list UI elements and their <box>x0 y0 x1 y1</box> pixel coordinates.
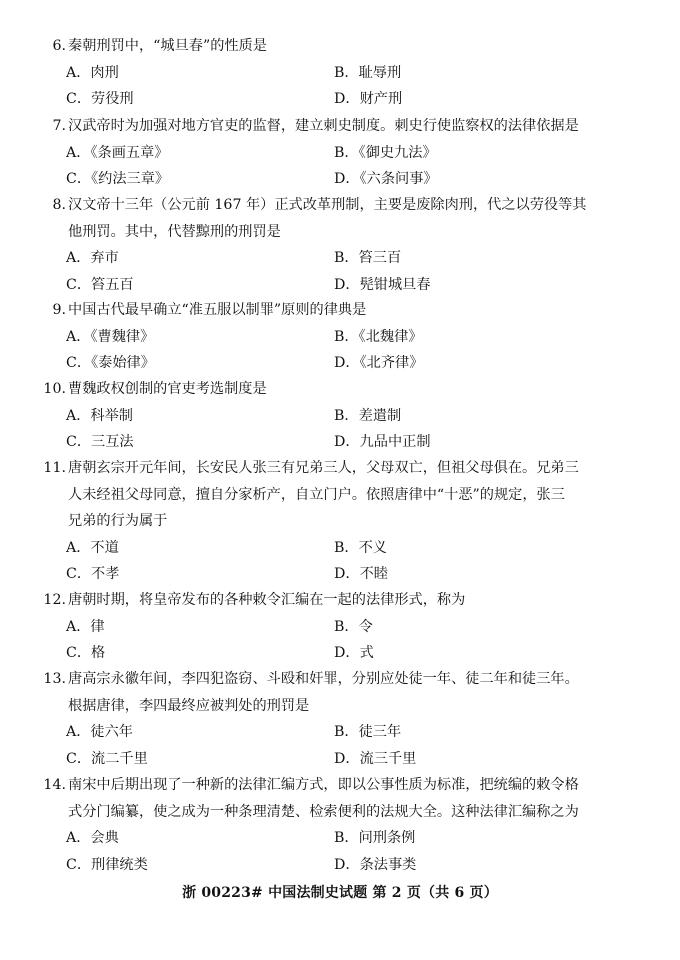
question-stem: 唐高宗永徽年间，李四犯盗窃、斗殴和奸罪，分别应处徒一年、徒二年和徒三年。 <box>68 671 579 687</box>
option-b: B．不义 <box>334 539 387 556</box>
option-a: A．弃市 <box>66 250 119 266</box>
option-a: A．律 <box>66 618 105 635</box>
option-d: D．《北齐律》 <box>334 355 424 371</box>
option-a: A．肉刑 <box>66 64 119 81</box>
option-c: C．格 <box>66 645 106 661</box>
option-c: C．笞五百 <box>66 276 134 293</box>
option-b: B．差遣制 <box>334 407 402 424</box>
option-c: C．流二千里 <box>66 750 148 767</box>
question-number: 11. <box>43 460 66 476</box>
option-b: B．《北魏律》 <box>334 328 423 345</box>
question-stem-continued: 人未经祖父母同意，擅自分家析产，自立门户。依照唐律中“十恶”的规定，张三 <box>68 486 565 503</box>
option-c: C．《泰始律》 <box>66 355 155 371</box>
question-11 <box>18 455 658 588</box>
question-14 <box>18 772 658 878</box>
question-stem: 秦朝刑罚中，“城旦春”的性质是 <box>68 38 267 54</box>
option-d: D．式 <box>334 645 374 661</box>
option-a: A．《条画五章》 <box>66 144 169 161</box>
question-8 <box>18 192 658 298</box>
question-13 <box>18 666 658 772</box>
question-6 <box>18 33 658 113</box>
question-stem-continued: 根据唐律，李四最终应被判处的刑罚是 <box>68 697 310 714</box>
option-a: A．会典 <box>66 830 119 846</box>
option-b: B．徒三年 <box>334 724 402 740</box>
question-9 <box>18 297 658 377</box>
question-stem: 汉文帝十三年（公元前 167 年）正式改革刑制，主要是废除肉刑，代之以劳役等其 <box>68 197 587 213</box>
question-stem: 南宋中后期出现了一种新的法律汇编方式，即以公事性质为标准，把统编的敕令格 <box>68 777 579 793</box>
question-number: 13. <box>43 671 66 687</box>
question-stem: 中国古代最早确立“准五服以制罪”原则的律典是 <box>68 302 367 318</box>
question-number: 9. <box>52 302 66 318</box>
option-d: D．条法事类 <box>334 856 417 873</box>
question-number: 14. <box>43 777 66 793</box>
option-a: A．徒六年 <box>66 724 133 740</box>
question-number: 6. <box>52 38 66 54</box>
question-number: 12. <box>43 592 66 608</box>
question-number: 8. <box>52 197 66 213</box>
question-stem: 曹魏政权创制的官吏考选制度是 <box>68 381 267 397</box>
question-stem: 唐朝玄宗开元年间，长安民人张三有兄弟三人，父母双亡，但祖父母俱在。兄弟三 <box>68 460 579 476</box>
option-c: C．劳役刑 <box>66 91 134 107</box>
page-footer: 浙 00223# 中国法制史试题 第 2 页（共 6 页） <box>182 885 498 901</box>
question-number: 7. <box>52 118 66 134</box>
question-10 <box>18 376 658 456</box>
option-b: B．耻辱刑 <box>334 64 402 81</box>
question-stem: 汉武帝时为加强对地方官吏的监督，建立刺史制度。刺史行使监察权的法律依据是 <box>68 118 579 134</box>
option-d: D．九品中正制 <box>334 434 431 450</box>
option-c: C．三互法 <box>66 434 134 450</box>
option-c: C．不孝 <box>66 566 120 582</box>
option-d: D．流三千里 <box>334 750 417 767</box>
question-stem-continued: 兄弟的行为属于 <box>68 513 168 529</box>
question-stem-continued: 他刑罚。其中，代替黥刑的刑罚是 <box>68 223 281 240</box>
option-b: B．问刑条例 <box>334 830 416 846</box>
option-c: C．《约法三章》 <box>66 171 170 187</box>
option-d: D．不睦 <box>334 566 388 582</box>
option-b: B．笞三百 <box>334 250 402 266</box>
option-b: B．《御史九法》 <box>334 144 437 161</box>
option-a: A．科举制 <box>66 407 133 424</box>
question-12 <box>18 587 658 667</box>
question-number: 10. <box>43 381 66 397</box>
option-a: A．不道 <box>66 539 119 556</box>
question-stem: 唐朝时期，将皇帝发布的各种敕令汇编在一起的法律形式，称为 <box>68 592 466 608</box>
option-d: D．髡钳城旦春 <box>334 276 431 293</box>
question-stem-continued: 式分门编纂，使之成为一种条理清楚、检索便利的法规大全。这种法律汇编称之为 <box>68 803 579 820</box>
question-7 <box>18 113 658 193</box>
option-d: D．财产刑 <box>334 91 403 107</box>
option-c: C．刑律统类 <box>66 856 148 873</box>
option-d: D．《六条问事》 <box>334 171 438 187</box>
option-b: B．令 <box>334 618 373 635</box>
option-a: A．《曹魏律》 <box>66 328 155 345</box>
